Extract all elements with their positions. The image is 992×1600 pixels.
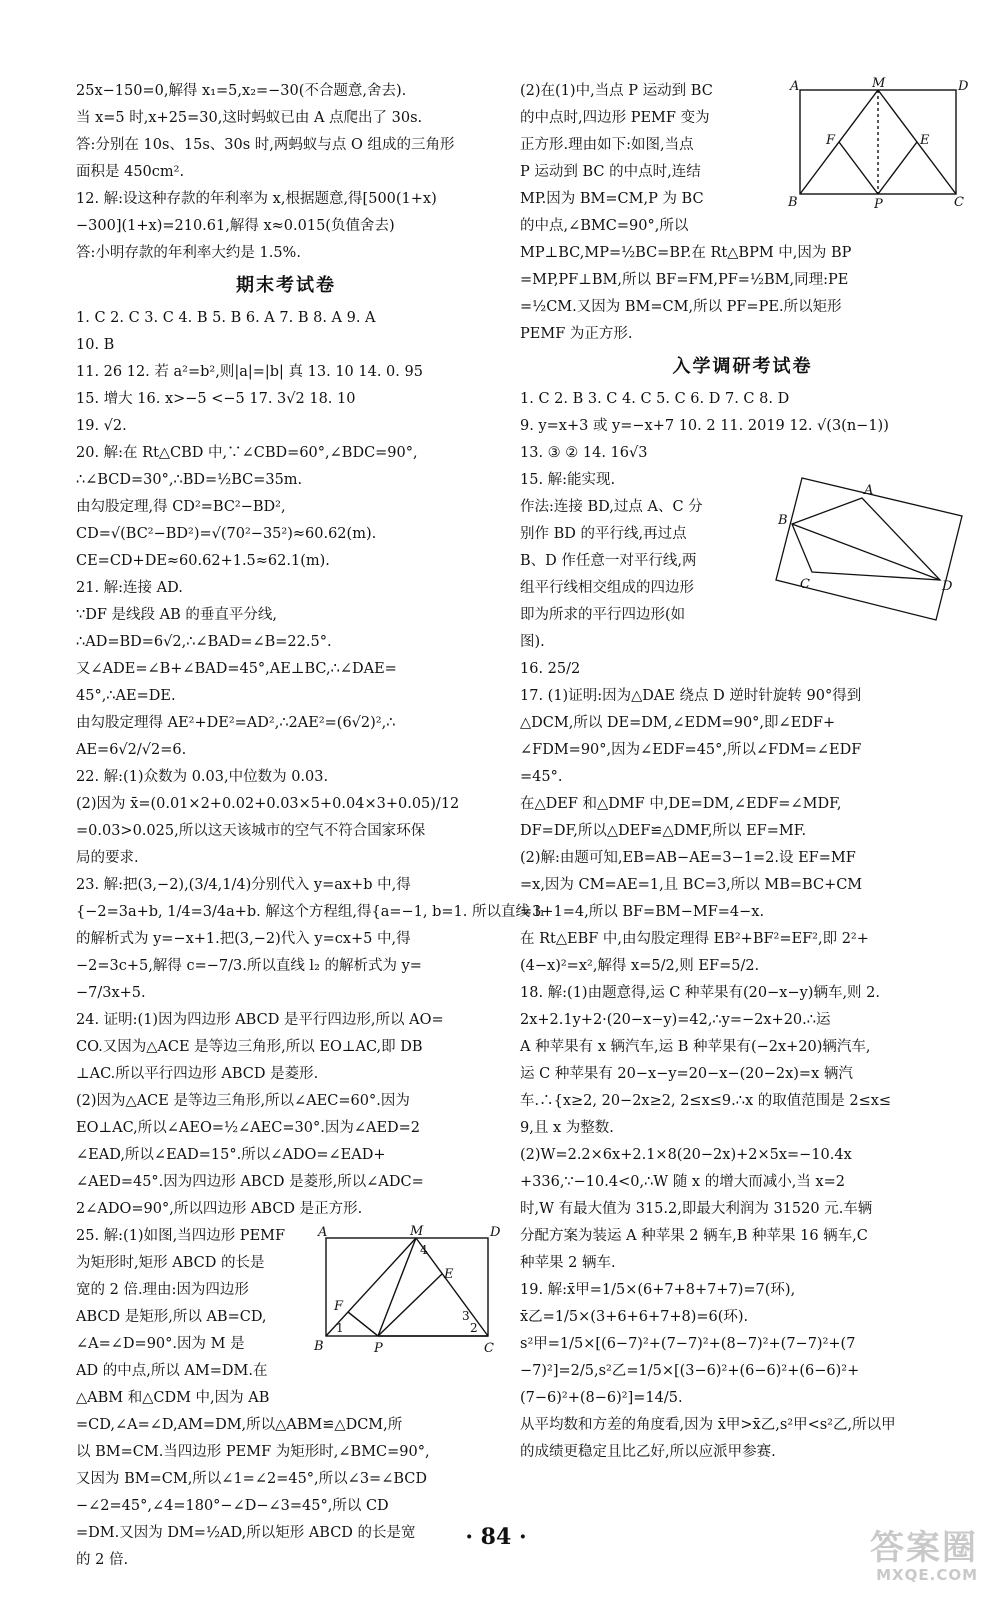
text-line: 在 Rt△EBF 中,由勾股定理得 EB²+BF²=EF²,即 2²+ bbox=[520, 931, 869, 947]
text-line: MP⊥BC,MP=½BC=BP.在 Rt△BPM 中,因为 BP bbox=[520, 245, 852, 261]
text-line: 1. C 2. C 3. C 4. B 5. B 6. A 7. B 8. A 9. A bbox=[76, 310, 376, 326]
rect-abcd bbox=[800, 90, 956, 194]
text-line: 19. √2. bbox=[76, 418, 127, 434]
text-line: 由勾股定理,得 CD²=BC²−BD², bbox=[76, 499, 286, 515]
text-line: CD=√(BC²−BD²)=√(70²−35²)≈60.62(m). bbox=[76, 526, 377, 542]
label-f: F bbox=[334, 1299, 344, 1314]
text-line: B、D 作任意一对平行线,两 bbox=[520, 553, 697, 569]
label-b: B bbox=[778, 513, 788, 528]
text-line: 45°,∴AE=DE. bbox=[76, 688, 176, 704]
label-c: C bbox=[800, 577, 810, 592]
label-b: B bbox=[314, 1339, 324, 1354]
text-line: 运 C 种苹果有 20−x−y=20−x−(20−2x)=x 辆汽 bbox=[520, 1066, 853, 1082]
text-line: 15. 增大 16. x>−5 <−5 17. 3√2 18. 10 bbox=[76, 391, 356, 407]
label-angle-2: 2 bbox=[470, 1321, 478, 1335]
text-line: 面积是 450cm². bbox=[76, 164, 185, 180]
text-line: ∴∠BCD=30°,∴BD=½BC=35m. bbox=[76, 472, 303, 488]
text-line: ∵DF 是线段 AB 的垂直平分线, bbox=[76, 607, 277, 623]
text-line: −2=3c+5,解得 c=−7/3.所以直线 l₂ 的解析式为 y= bbox=[76, 958, 422, 974]
text-line: (2)W=2.2×6x+2.1×8(20−2x)+2×5x=−10.4x bbox=[520, 1147, 852, 1163]
text-line: 从平均数和方差的角度看,因为 x̄甲>x̄乙,s²甲<s²乙,所以甲 bbox=[520, 1417, 896, 1433]
text-line: 正方形.理由如下:如图,当点 bbox=[520, 137, 694, 153]
text-line: =x,因为 CM=AE=1,且 BC=3,所以 MB=BC+CM bbox=[520, 877, 863, 893]
text-line: −7/3x+5. bbox=[76, 985, 146, 1001]
text-line: 12. 解:设这种存款的年利率为 x,根据题意,得[500(1+x) bbox=[76, 191, 437, 207]
text-line: △ABM 和△CDM 中,因为 AB bbox=[76, 1390, 270, 1406]
text-line: =CD,∠A=∠D,AM=DM,所以△ABM≌△DCM,所 bbox=[76, 1417, 403, 1433]
text-line: 由勾股定理得 AE²+DE²=AD²,∴2AE²=(6√2)²,∴ bbox=[76, 715, 396, 731]
text-line: 11. 26 12. 若 a²=b²,则|a|=|b| 真 13. 10 14. 0. 95 bbox=[76, 364, 423, 380]
right-column bbox=[520, 78, 965, 1466]
text-line: 15. 解:能实现. bbox=[520, 472, 616, 488]
figure-square-pemf bbox=[786, 78, 970, 212]
watermark-logo: 答案圈 bbox=[870, 1528, 978, 1568]
text-line: −300](1+x)=210.61,解得 x≈0.015(负值舍去) bbox=[76, 218, 395, 234]
text-line: 作法:连接 BD,过点 A、C 分 bbox=[520, 499, 703, 515]
text-line: (2)在(1)中,当点 P 运动到 BC bbox=[520, 83, 713, 99]
text-line: 的 2 倍. bbox=[76, 1552, 129, 1568]
text-line: 25. 解:(1)如图,当四边形 PEMF bbox=[76, 1228, 286, 1244]
text-line: DF=DF,所以△DEF≌△DMF,所以 EF=MF. bbox=[520, 823, 807, 839]
quadrilateral-abcd bbox=[792, 498, 940, 580]
text-line: 时,W 有最大值为 315.2,即最大利润为 31520 元.车辆 bbox=[520, 1201, 873, 1217]
text-line: MP.因为 BM=CM,P 为 BC bbox=[520, 191, 704, 207]
label-c: C bbox=[954, 195, 964, 210]
text-line: 2x+2.1y+2·(20−x−y)=42,∴y=−2x+20.∴运 bbox=[520, 1012, 831, 1028]
text-line: 在△DEF 和△DMF 中,DE=DM,∠EDF=∠MDF, bbox=[520, 796, 842, 812]
line-fp bbox=[839, 142, 878, 194]
text-line: 17. (1)证明:因为△DAE 绕点 D 逆时针旋转 90°得到 bbox=[520, 688, 862, 704]
text-line: 的中点,∠BMC=90°,所以 bbox=[520, 218, 689, 234]
text-line: (7−6)²+(8−6)²]=14/5. bbox=[520, 1390, 683, 1406]
label-e: E bbox=[444, 1267, 454, 1282]
page-number: · 84 · bbox=[465, 1524, 527, 1550]
text-line: ∴AD=BD=6√2,∴∠BAD=∠B=22.5°. bbox=[76, 634, 332, 650]
text-line: 9. y=x+3 或 y=−x+7 10. 2 11. 2019 12. √(3(n−1)) bbox=[520, 418, 889, 434]
label-c: C bbox=[484, 1341, 494, 1356]
text-line: 16. 25/2 bbox=[520, 661, 581, 677]
text-line: 答:小明存款的年利率大约是 1.5%. bbox=[76, 245, 301, 261]
text-line: =MP,PF⊥BM,所以 BF=FM,PF=½BM,同理:PE bbox=[520, 272, 849, 288]
text-line: (2)因为 x̄=(0.01×2+0.02+0.03×5+0.04×3+0.05)/12 bbox=[76, 796, 460, 812]
line-pm bbox=[378, 1238, 416, 1336]
label-d: D bbox=[958, 79, 969, 94]
text-line: 23. 解:把(3,−2),(3/4,1/4)分别代入 y=ax+b 中,得 bbox=[76, 877, 411, 893]
text-line: 24. 证明:(1)因为四边形 ABCD 是平行四边形,所以 AO= bbox=[76, 1012, 444, 1028]
label-a: A bbox=[318, 1225, 328, 1240]
label-f: F bbox=[826, 133, 836, 148]
label-p: P bbox=[874, 197, 883, 212]
text-line: ∠AED=45°.因为四边形 ABCD 是菱形,所以∠ADC= bbox=[76, 1174, 424, 1190]
label-d: D bbox=[942, 579, 953, 594]
text-line: AD 的中点,所以 AM=DM.在 bbox=[76, 1363, 268, 1379]
text-line: AE=6√2/√2=6. bbox=[76, 742, 187, 758]
text-line: (2)解:由题可知,EB=AB−AE=3−1=2.设 EF=MF bbox=[520, 850, 856, 866]
text-line: 的成绩更稳定且比乙好,所以应派甲参赛. bbox=[520, 1444, 776, 1460]
answer-15-text bbox=[520, 494, 775, 656]
text-line: CE=CD+DE≈60.62+1.5≈62.1(m). bbox=[76, 553, 330, 569]
answer-25-part2-text bbox=[520, 78, 780, 240]
figure-q15-parallelogram bbox=[772, 472, 968, 624]
text-line: 种苹果 2 辆车. bbox=[520, 1255, 616, 1271]
answer-block-main bbox=[76, 305, 546, 1223]
label-a: A bbox=[864, 483, 874, 498]
text-line: ∠FDM=90°,因为∠EDF=45°,所以∠FDM=∠EDF bbox=[520, 742, 862, 758]
text-line: (2)因为△ACE 是等边三角形,所以∠AEC=60°.因为 bbox=[76, 1093, 410, 1109]
text-line: △DCM,所以 DE=DM,∠EDM=90°,即∠EDF+ bbox=[520, 715, 836, 731]
text-line: 又∠ADE=∠B+∠BAD=45°,AE⊥BC,∴∠DAE= bbox=[76, 661, 397, 677]
text-line: −7)²]=2/5,s²乙=1/5×[(3−6)²+(6−6)²+(6−6)²+ bbox=[520, 1363, 860, 1379]
text-line: 的中点时,四边形 PEMF 变为 bbox=[520, 110, 710, 126]
label-angle-1: 1 bbox=[336, 1321, 344, 1335]
watermark-url: MXQE.COM bbox=[876, 1566, 978, 1584]
watermark bbox=[818, 1530, 978, 1588]
text-line: 2∠ADO=90°,所以四边形 ABCD 是正方形. bbox=[76, 1201, 363, 1217]
text-line: 即为所求的平行四边形(如 bbox=[520, 607, 686, 623]
label-m: M bbox=[410, 1224, 424, 1239]
text-line: 的解析式为 y=−x+1.把(3,−2)代入 y=cx+5 中,得 bbox=[76, 931, 411, 947]
text-line: =3+1=4,所以 BF=BM−MF=4−x. bbox=[520, 904, 765, 920]
answer-25-part2-continued bbox=[520, 240, 965, 348]
text-line: 9,且 x 为整数. bbox=[520, 1120, 614, 1136]
label-e: E bbox=[920, 133, 930, 148]
line-pe bbox=[878, 142, 917, 194]
text-line: ∠A=∠D=90°.因为 M 是 bbox=[76, 1336, 245, 1352]
text-line: ∠EAD,所以∠EAD=15°.所以∠ADO=∠EAD+ bbox=[76, 1147, 386, 1163]
label-a: A bbox=[790, 79, 800, 94]
text-line: 13. ③ ② 14. 16√3 bbox=[520, 445, 648, 461]
text-line: 组平行线相交组成的四边形 bbox=[520, 580, 694, 596]
figure-q25-rectangle bbox=[312, 1224, 501, 1356]
text-line: 局的要求. bbox=[76, 850, 139, 866]
text-line: 别作 BD 的平行线,再过点 bbox=[520, 526, 687, 542]
text-line: 18. 解:(1)由题意得,运 C 种苹果有(20−x−y)辆车,则 2. bbox=[520, 985, 880, 1001]
text-line: 又因为 BM=CM,所以∠1=∠2=45°,所以∠3=∠BCD bbox=[76, 1471, 427, 1487]
text-line: 19. 解:x̄甲=1/5×(6+7+8+7+7)=7(环), bbox=[520, 1282, 796, 1298]
text-line: +336,∵−10.4<0,∴W 随 x 的增大而减小,当 x=2 bbox=[520, 1174, 845, 1190]
text-line: 车.∴{x≥2, 20−2x≥2, 2≤x≤9.∴x 的取值范围是 2≤x≤ bbox=[520, 1093, 892, 1109]
text-line: 20. 解:在 Rt△CBD 中,∵∠CBD=60°,∠BDC=90°, bbox=[76, 445, 418, 461]
text-line: s²甲=1/5×[(6−7)²+(7−7)²+(8−7)²+(7−7)²+(7 bbox=[520, 1336, 856, 1352]
label-p: P bbox=[374, 1341, 383, 1356]
section-title-entrance-exam: 入学调研考试卷 bbox=[672, 356, 813, 377]
text-line: EO⊥AC,所以∠AEO=½∠AEC=30°.因为∠AED=2 bbox=[76, 1120, 421, 1136]
text-line: A 种苹果有 x 辆汽车,运 B 种苹果有(−2x+20)辆汽车, bbox=[520, 1039, 871, 1055]
answer-block-rest bbox=[520, 656, 965, 1466]
label-d: D bbox=[490, 1225, 501, 1240]
label-m: M bbox=[872, 76, 886, 91]
text-line: (4−x)²=x²,解得 x=5/2,则 EF=5/2. bbox=[520, 958, 760, 974]
text-line: CO.又因为△ACE 是等边三角形,所以 EO⊥AC,即 DB bbox=[76, 1039, 423, 1055]
text-line: PEMF 为正方形. bbox=[520, 326, 633, 342]
outer-parallelogram bbox=[776, 478, 962, 620]
text-line: =½CM.又因为 BM=CM,所以 PF=PE.所以矩形 bbox=[520, 299, 842, 315]
text-line: 1. C 2. B 3. C 4. C 5. C 6. D 7. C 8. D bbox=[520, 391, 790, 407]
text-line: 当 x=5 时,x+25=30,这时蚂蚁已由 A 点爬出了 30s. bbox=[76, 110, 423, 126]
label-b: B bbox=[788, 195, 798, 210]
answer-block-top bbox=[76, 78, 496, 267]
text-line: −∠2=45°,∠4=180°−∠D−∠3=45°,所以 CD bbox=[76, 1498, 389, 1514]
text-line: 图). bbox=[520, 634, 545, 650]
text-line: 22. 解:(1)众数为 0.03,中位数为 0.03. bbox=[76, 769, 329, 785]
text-line: =DM.又因为 DM=½AD,所以矩形 ABCD 的长是宽 bbox=[76, 1525, 416, 1541]
text-line: ⊥AC.所以平行四边形 ABCD 是菱形. bbox=[76, 1066, 319, 1082]
text-line: x̄乙=1/5×(3+6+6+7+8)=6(环). bbox=[520, 1309, 749, 1325]
text-line: =45°. bbox=[520, 769, 563, 785]
text-line: 21. 解:连接 AD. bbox=[76, 580, 183, 596]
text-line: =0.03>0.025,所以这天该城市的空气不符合国家环保 bbox=[76, 823, 426, 839]
text-line: 宽的 2 倍.理由:因为四边形 bbox=[76, 1282, 249, 1298]
text-line: 10. B bbox=[76, 337, 115, 353]
text-line: 答:分别在 10s、15s、30s 时,两蚂蚁与点 O 组成的三角形 bbox=[76, 137, 455, 153]
label-angle-4: 4 bbox=[420, 1243, 428, 1257]
label-angle-3: 3 bbox=[462, 1309, 470, 1323]
text-line: 25x−150=0,解得 x₁=5,x₂=−30(不合题意,舍去). bbox=[76, 83, 407, 99]
section-title-final-exam: 期末考试卷 bbox=[236, 275, 336, 296]
text-line: 为矩形时,矩形 ABCD 的长是 bbox=[76, 1255, 265, 1271]
text-line: 以 BM=CM.当四边形 PEMF 为矩形时,∠BMC=90°, bbox=[76, 1444, 430, 1460]
text-line: {−2=3a+b, 1/4=3/4a+b. 解这个方程组,得{a=−1, b=1. 所以直线 l₁ bbox=[76, 904, 546, 920]
text-line: ABCD 是矩形,所以 AB=CD, bbox=[76, 1309, 267, 1325]
text-line: 分配方案为装运 A 种苹果 2 辆车,B 种苹果 16 辆车,C bbox=[520, 1228, 868, 1244]
line-pe bbox=[378, 1274, 442, 1336]
text-line: P 运动到 BC 的中点时,连结 bbox=[520, 164, 701, 180]
